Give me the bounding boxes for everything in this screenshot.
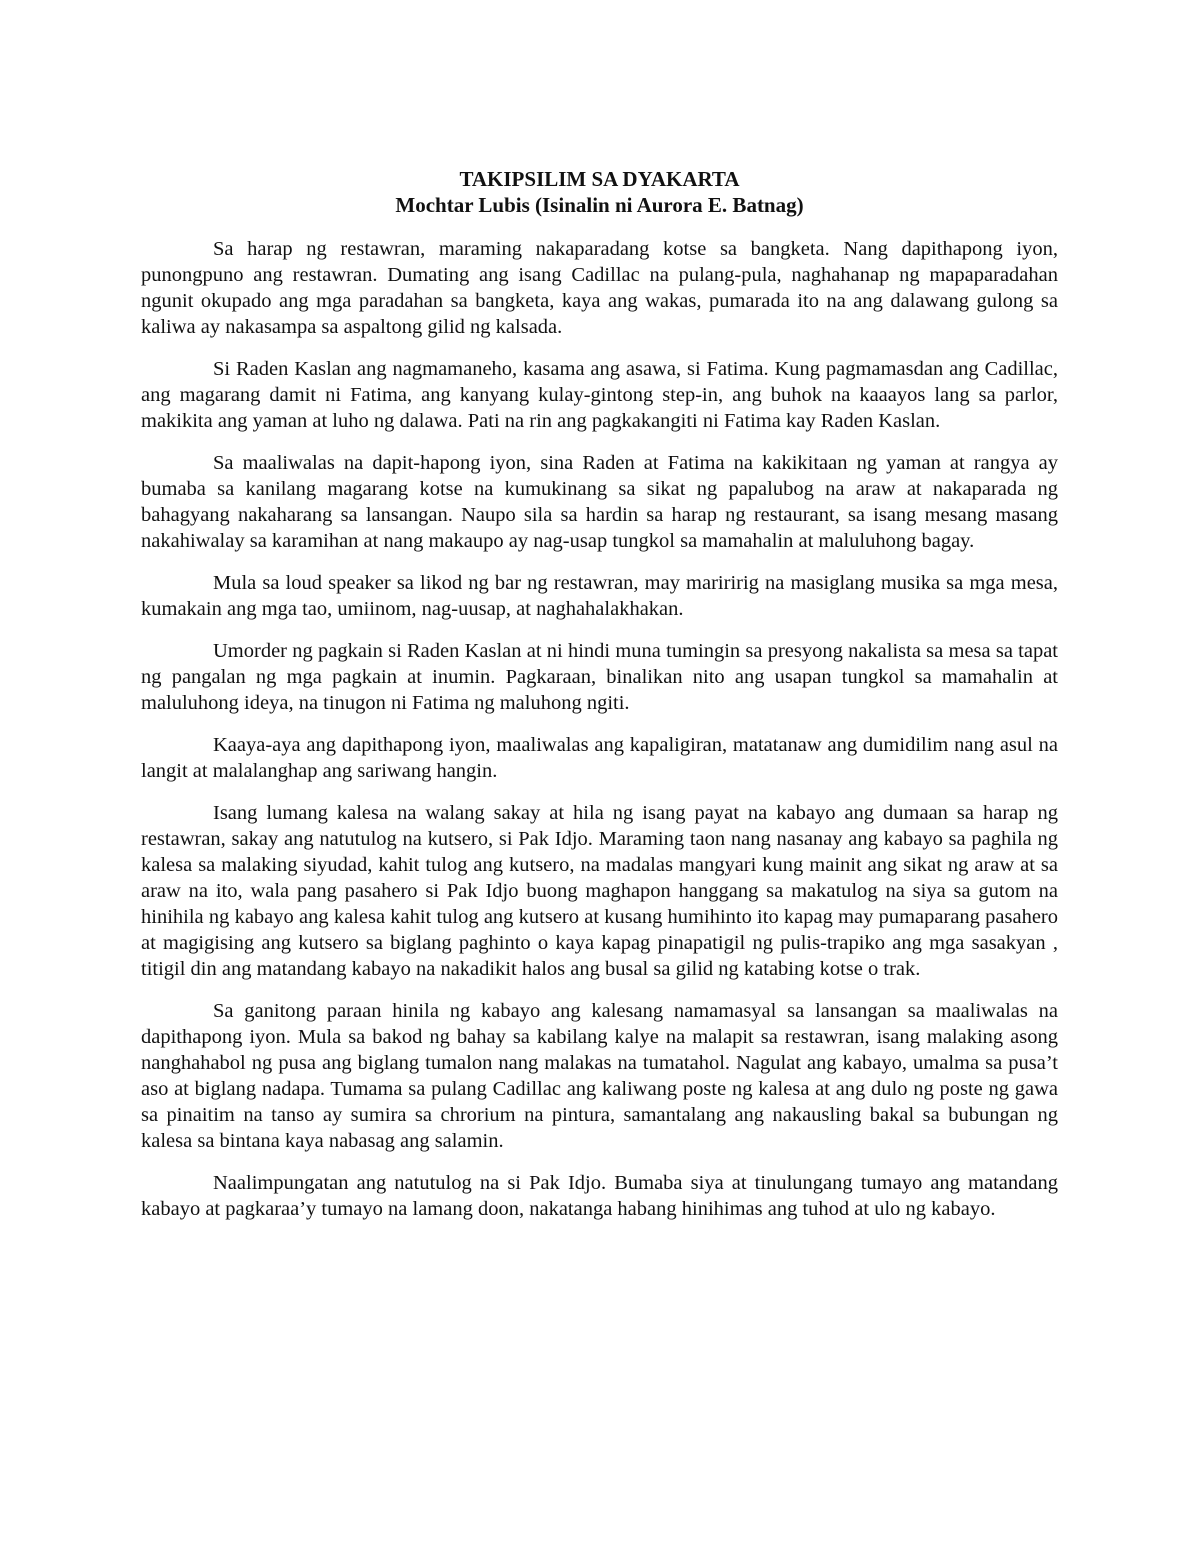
paragraph: Sa ganitong paraan hinila ng kabayo ang kalesang namamasyal sa lansangan sa maaliwalas na dapithapong iyon. Mula sa bakod ng bahay sa kabilang kalye na malapit sa restawran, isang malaking asong nanghahabol ng pusa ang biglang tumalon nang malakas na tumatahol. Nagulat ang kabayo, umalma sa pusa’t aso at biglang nadapa. Tumama sa pulang Cadillac ang kaliwang poste ng kalesa at ang dulo ng poste ng gawa sa pinaitim na tanso ay sumira sa chrorium na pintura, samantalang ang nakausling bakal sa bubungan ng kalesa sa bintana kaya nabasag ang salamin. [141,1000,1058,1152]
document-page [141,166,1058,1238]
paragraph: Sa harap ng restawran, maraming nakaparadang kotse sa bangketa. Nang dapithapong iyon, punongpuno ang restawran. Dumating ang isang Cadillac na pulang-pula, naghahanap ng mapaparadahan ngunit okupado ang mga paradahan sa bangketa, kaya ang wakas, pumarada ito na ang dalawang gulong sa kaliwa ay nakasampa sa aspaltong gilid ng kalsada. [141,238,1058,338]
paragraph: Si Raden Kaslan ang nagmamaneho, kasama ang asawa, si Fatima. Kung pagmamasdan ang Cadillac, ang magarang damit ni Fatima, ang kanyang kulay-gintong step-in, ang buhok na kaaayos lang sa parlor, makikita ang yaman at luho ng dalawa. Pati na rin ang pagkakangiti ni Fatima kay Raden Kaslan. [141,358,1058,432]
paragraph: Sa maaliwalas na dapit-hapong iyon, sina Raden at Fatima na kakikitaan ng yaman at rangya ay bumaba sa kanilang magarang kotse na kumukinang sa sikat ng papalubog na araw at nakaparada ng bahagyang nakaharang sa lansangan. Naupo sila sa hardin sa harap ng restaurant, sa isang mesang masang nakahiwalay sa karamihan at nang makaupo ay nag-usap tungkol sa mamahalin at maluluhong bagay. [141,452,1058,552]
document-title: TAKIPSILIM SA DYAKARTA [459,167,740,191]
paragraph: Kaaya-aya ang dapithapong iyon, maaliwalas ang kapaligiran, matatanaw ang dumidilim nang asul na langit at malalanghap ang sariwang hangin. [141,734,1058,782]
paragraph: Naalimpungatan ang natutulog na si Pak Idjo. Bumaba siya at tinulungang tumayo ang matandang kabayo at pagkaraa’y tumayo na lamang doon, nakatanga habang hinihimas ang tuhod at ulo ng kabayo. [141,1172,1058,1220]
paragraph: Mula sa loud speaker sa likod ng bar ng restawran, may mariririg na masiglang musika sa mga mesa, kumakain ang mga tao, umiinom, nag-uusap, at naghahalakhakan. [141,572,1058,620]
paragraph: Umorder ng pagkain si Raden Kaslan at ni hindi muna tumingin sa presyong nakalista sa mesa sa tapat ng pangalan ng mga pagkain at inumin. Pagkaraan, binalikan nito ang usapan tungkol sa mamahalin at maluluhong ideya, na tinugon ni Fatima ng maluhong ngiti. [141,640,1058,714]
title-block [141,166,1058,218]
paragraph: Isang lumang kalesa na walang sakay at hila ng isang payat na kabayo ang dumaan sa harap ng restawran, sakay ang natutulog na kutsero, si Pak Idjo. Maraming taon nang nasanay ang kabayo sa paghila ng kalesa sa malaking siyudad, kahit tulog ang kutsero, na madalas mangyari kung mainit ang sikat ng araw at sa araw na ito, wala pang pasahero si Pak Idjo buong maghapon hanggang sa makatulog na siya sa gutom na hinihila ng kabayo ang kalesa kahit tulog ang kutsero at kusang humihinto ito kapag may pumaparang pasahero at magigising ang kutsero sa biglang paghinto o kaya kapag pinapatigil ng pulis-trapiko ang mga sasakyan , titigil din ang matandang kabayo na nakadikit halos ang busal sa gilid ng katabing kotse o trak. [141,802,1058,980]
document-subtitle: Mochtar Lubis (Isinalin ni Aurora E. Batnag) [395,193,804,217]
